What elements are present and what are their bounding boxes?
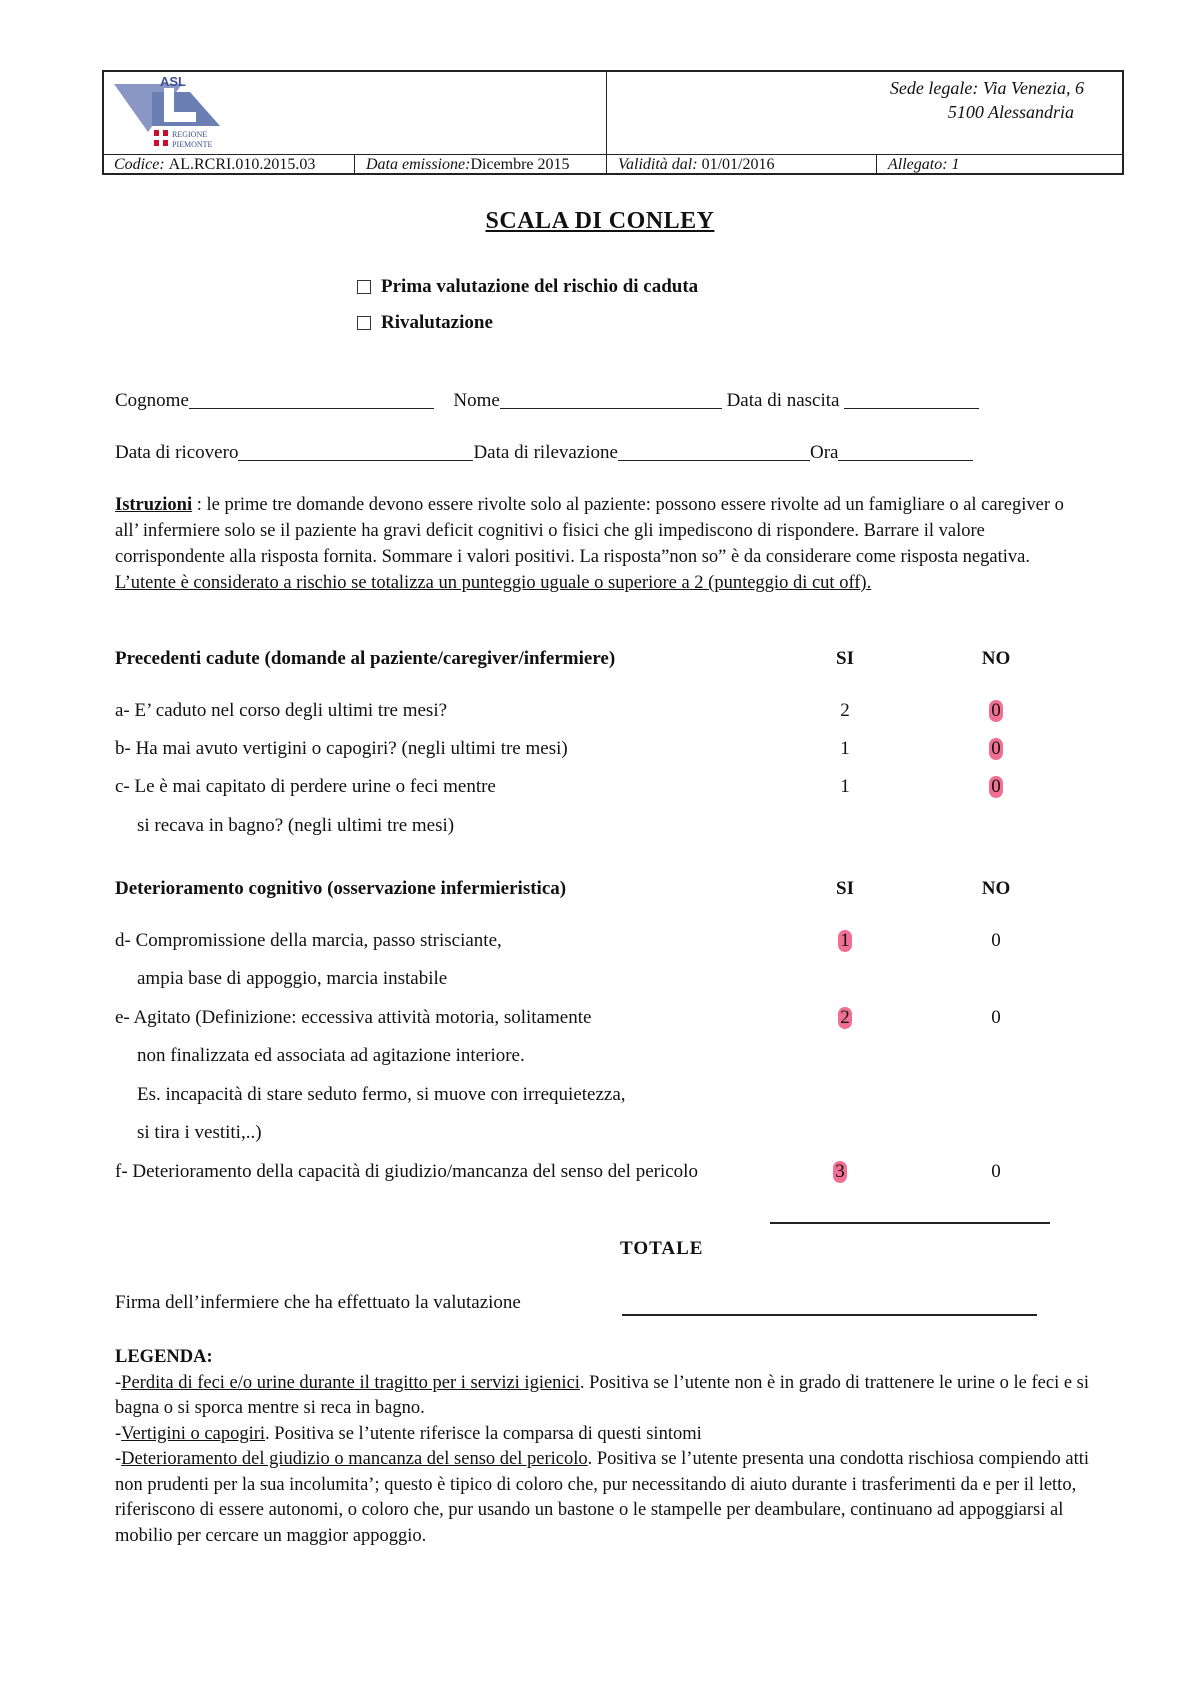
legenda-item-2-term: Vertigini o capogiri bbox=[121, 1423, 266, 1444]
selected-score-marker: 3 bbox=[833, 1161, 847, 1183]
question-b-si-score[interactable]: 1 bbox=[840, 738, 850, 759]
section2-si-header: SI bbox=[836, 878, 854, 899]
header-cell-sep bbox=[354, 155, 355, 175]
section1-si-header: SI bbox=[836, 648, 854, 669]
question-a: a- E’ caduto nel corso degli ultimi tre mesi? bbox=[115, 700, 448, 721]
selected-score-marker: 1 bbox=[838, 930, 852, 952]
totale-line bbox=[770, 1222, 1050, 1224]
cognome-field[interactable] bbox=[189, 390, 434, 409]
checkbox-square-icon[interactable] bbox=[357, 316, 371, 330]
question-d-line2: ampia base di appoggio, marcia instabile bbox=[137, 968, 448, 989]
checkbox-prima-valutazione[interactable] bbox=[357, 276, 698, 298]
codice-label: Codice: bbox=[114, 156, 165, 173]
question-e-line4: si tira i vestiti,..) bbox=[137, 1122, 262, 1143]
istruzioni-paragraph bbox=[115, 492, 1085, 596]
patient-fields-row1 bbox=[115, 390, 979, 412]
totale-label: TOTALE bbox=[620, 1238, 704, 1259]
legenda-item-2-text: . Positiva se l’utente riferisce la comparsa di questi sintomi bbox=[265, 1423, 702, 1444]
logo-subtext-1: REGIONE bbox=[172, 130, 208, 139]
header-cell-sep bbox=[606, 155, 607, 175]
question-e-si-score[interactable] bbox=[825, 1007, 865, 1029]
checkbox-square-icon[interactable] bbox=[357, 280, 371, 294]
firma-field[interactable] bbox=[622, 1314, 1037, 1316]
question-b-no-score[interactable] bbox=[976, 738, 1016, 760]
question-f-no-score[interactable]: 0 bbox=[991, 1161, 1001, 1182]
codice-value: AL.RCRI.010.2015.03 bbox=[168, 156, 316, 173]
question-f-si-score[interactable] bbox=[820, 1161, 860, 1183]
legenda-item-3-text: . Positiva se l’utente presenta una condotta rischiosa compiendo atti non prudenti per la sua incolumita’; questo è tipico di coloro che, pur necessitando di aiuto durante i trasferimenti da e per il letto, riferiscono di essere autonomi, o coloro che, pur usando un bastone o le stampelle per deambulare, continuano ad appoggiarsi al mobilio per cercare un maggior appoggio. bbox=[115, 1449, 1090, 1546]
sede-line1: Sede legale: Via Venezia, 6 bbox=[889, 78, 1084, 98]
question-c-line2: si recava in bagno? (negli ultimi tre mesi) bbox=[137, 815, 455, 836]
checkbox-rivalutazione[interactable] bbox=[357, 312, 493, 334]
allegato-value: 1 bbox=[951, 156, 960, 173]
document-header bbox=[102, 70, 1124, 175]
rilevazione-field[interactable] bbox=[618, 442, 810, 461]
legenda-item-1: -Perdita di feci e/o urine durante il tragitto per i servizi igienici. Positiva se l’utente non è in grado di trattenere le urine o le feci e si bagna o si sporca mentre si reca in bagno. bbox=[115, 1372, 1090, 1418]
header-divider-vertical bbox=[606, 72, 607, 154]
logo-subtext-2: PIEMONTE bbox=[172, 140, 213, 149]
question-d-si-score[interactable] bbox=[825, 930, 865, 952]
legenda-item-2: -Vertigini o capogiri. Positiva se l’utente riferisce la comparsa di questi sintomi bbox=[115, 1423, 702, 1444]
istruzioni-text: : le prime tre domande devono essere rivolte solo al paziente: possono essere rivolte ad un famigliare o al caregiver o all’ infermiere solo se il paziente ha gravi deficit cognitivi o fisici che gli impediscono di rispondere. Barrare il valore corrispondente alla risposta fornita. Sommare i valori positivi. La risposta”non so” è da considerare come risposta negativa. bbox=[115, 495, 1064, 567]
question-e-line3: Es. incapacità di stare seduto fermo, si muove con irrequietezza, bbox=[137, 1084, 626, 1105]
selected-score-marker: 0 bbox=[989, 738, 1003, 760]
validita-value: 01/01/2016 bbox=[701, 156, 775, 173]
checkbox-riv-label: Rivalutazione bbox=[381, 312, 493, 333]
data-emissione-cell bbox=[356, 155, 570, 175]
legenda-item-3: -Deterioramento del giudizio o mancanza del senso del pericolo. Positiva se l’utente presenta una condotta rischiosa compiendo atti non prudenti per la sua incolumita’; questo è tipico di coloro che, pur necessitando di aiuto durante i trasferimenti da e per il letto, riferiscono di essere autonomi, o coloro che, pur usando un bastone o le stampelle per deambulare, continuano ad appoggiarsi al mobilio per cercare un maggior appoggio. bbox=[115, 1449, 1090, 1546]
checkbox-prima-label: Prima valutazione del rischio di caduta bbox=[381, 276, 699, 297]
legenda-item-3-term: Deterioramento del giudizio o mancanza del senso del pericolo bbox=[121, 1449, 588, 1469]
codice-cell bbox=[104, 155, 315, 175]
validita-cell bbox=[608, 155, 774, 175]
validita-label: Validità dal: bbox=[618, 156, 698, 173]
legenda-item-1-term: Perdita di feci e/o urine durante il tragitto per i servizi igienici bbox=[121, 1372, 580, 1393]
section1-no-header: NO bbox=[981, 648, 1011, 669]
cognome-label: Cognome bbox=[115, 390, 189, 411]
patient-fields-row2 bbox=[115, 442, 973, 464]
legenda-section bbox=[115, 1345, 1100, 1549]
istruzioni-label: Istruzioni bbox=[115, 495, 193, 515]
question-c-si-score[interactable]: 1 bbox=[840, 776, 850, 797]
legenda-item-1-text: . Positiva se l’utente non è in grado di trattenere le urine o le feci e si bagna o si sporca mentre si reca in bagno. bbox=[115, 1372, 1090, 1418]
allegato-cell bbox=[878, 155, 960, 175]
selected-score-marker: 0 bbox=[989, 700, 1003, 722]
data-emissione-value: Dicembre 2015 bbox=[470, 156, 570, 173]
nascita-field[interactable] bbox=[844, 390, 979, 409]
legenda-title: LEGENDA: bbox=[115, 1347, 213, 1367]
question-e-line2: non finalizzata ed associata ad agitazione interiore. bbox=[137, 1045, 525, 1066]
question-f: f- Deterioramento della capacità di giudizio/mancanza del senso del pericolo bbox=[115, 1161, 698, 1182]
question-c-no-score[interactable] bbox=[976, 776, 1016, 798]
ricovero-field[interactable] bbox=[238, 442, 473, 461]
sede-line2: 5100 Alessandria bbox=[947, 102, 1074, 122]
ricovero-label: Data di ricovero bbox=[115, 442, 239, 463]
nascita-label: Data di nascita bbox=[726, 390, 840, 411]
section1-title: Precedenti cadute (domande al paziente/caregiver/infermiere) bbox=[115, 648, 616, 669]
ora-field[interactable] bbox=[838, 442, 973, 461]
selected-score-marker: 2 bbox=[838, 1007, 852, 1029]
section2-title: Deterioramento cognitivo (osservazione infermieristica) bbox=[115, 878, 567, 899]
question-d: d- Compromissione della marcia, passo strisciante, bbox=[115, 930, 502, 951]
logo-text: ASL bbox=[160, 74, 186, 89]
page-title: SCALA DI CONLEY bbox=[485, 208, 715, 234]
rilevazione-label: Data di rilevazione bbox=[473, 442, 618, 463]
question-a-no-score[interactable] bbox=[976, 700, 1016, 722]
data-emissione-label: Data emissione: bbox=[366, 156, 471, 173]
istruzioni-cutoff: L’utente è considerato a rischio se totalizza un punteggio uguale o superiore a 2 (punteggio di cut off). bbox=[115, 573, 872, 593]
selected-score-marker: 0 bbox=[989, 776, 1003, 798]
question-b: b- Ha mai avuto vertigini o capogiri? (negli ultimi tre mesi) bbox=[115, 738, 568, 759]
question-e: e- Agitato (Definizione: eccessiva attività motoria, solitamente bbox=[115, 1007, 592, 1028]
sede-legale bbox=[890, 76, 1084, 124]
question-e-no-score[interactable]: 0 bbox=[991, 1007, 1001, 1028]
allegato-label: Allegato: bbox=[888, 156, 948, 173]
section2-no-header: NO bbox=[981, 878, 1011, 899]
header-cell-sep bbox=[876, 155, 877, 175]
firma-label: Firma dell’infermiere che ha effettuato la valutazione bbox=[115, 1292, 521, 1313]
question-d-no-score[interactable]: 0 bbox=[991, 930, 1001, 951]
question-a-si-score[interactable]: 2 bbox=[840, 700, 850, 721]
nome-label: Nome bbox=[453, 390, 500, 411]
ora-label: Ora bbox=[810, 442, 839, 463]
nome-field[interactable] bbox=[500, 390, 722, 409]
asl-logo bbox=[112, 74, 232, 152]
question-c: c- Le è mai capitato di perdere urine o feci mentre bbox=[115, 776, 496, 797]
